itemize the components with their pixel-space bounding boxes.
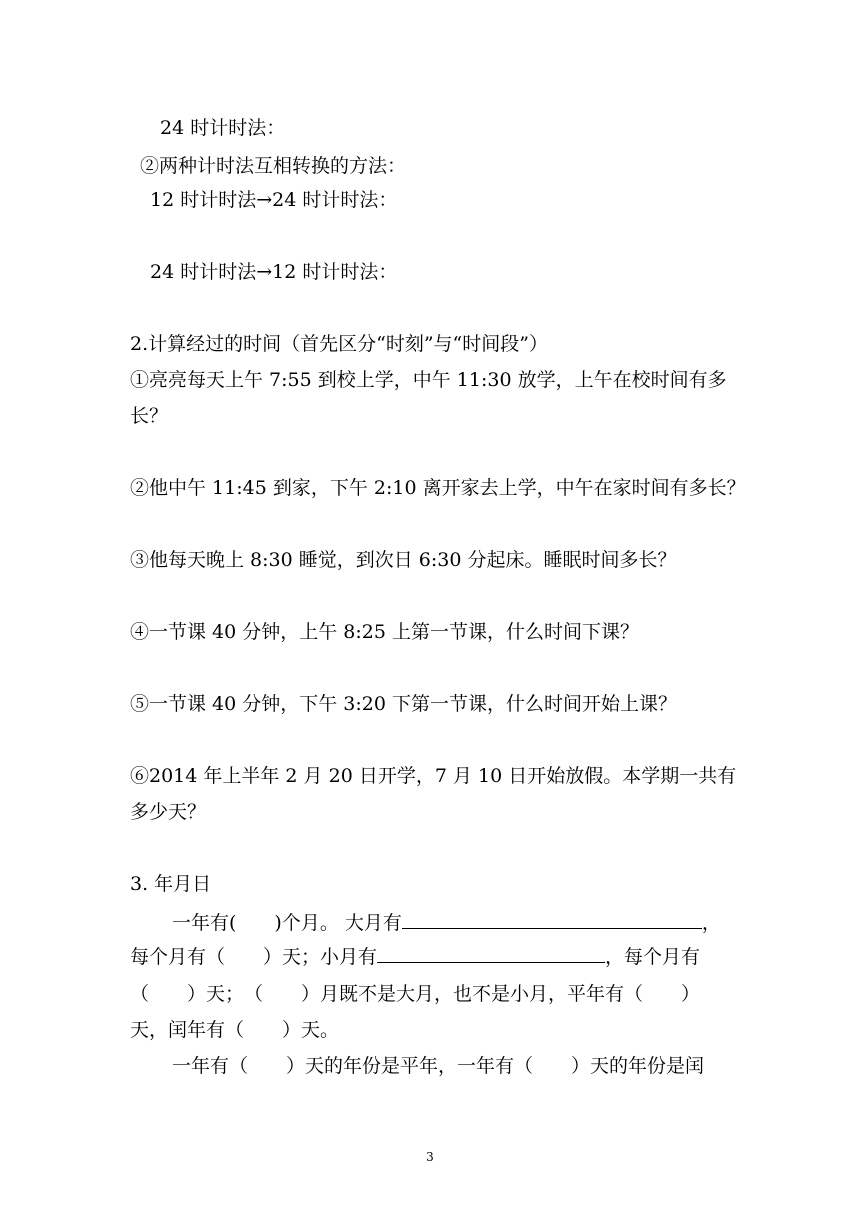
big-months-blank[interactable] bbox=[402, 910, 702, 929]
calendar-line-4: 天，闰年有（ ）天。 bbox=[130, 1019, 340, 1041]
question-6-line1: ⑥2014 年上半年 2 月 20 日开学，7 月 10 日开始放假。本学期一共有 bbox=[130, 765, 737, 787]
question-1-line2: 长？ bbox=[130, 405, 169, 427]
page-number: 3 bbox=[426, 1150, 434, 1164]
question-2: ②他中午 11:45 到家，下午 2:10 离开家去上学，中午在家时间有多长？ bbox=[130, 477, 746, 499]
line-24-to-12: 24 时计时法→12 时计时法： bbox=[150, 261, 398, 283]
calendar-line-5: 一年有（ ）天的年份是平年，一年有（ ）天的年份是闰 bbox=[172, 1055, 705, 1077]
calendar-line-1-text: 一年有( )个月。 大月有 bbox=[172, 912, 402, 934]
section2-heading: 2.计算经过的时间（首先区分“时刻”与“时间段”） bbox=[130, 333, 548, 355]
question-4: ④一节课 40 分钟，上午 8:25 上第一节课，什么时间下课？ bbox=[130, 621, 640, 643]
calendar-line-2-text: 每个月有（ ）天；小月有 bbox=[130, 946, 378, 968]
calendar-line-1 bbox=[172, 910, 721, 935]
line-convert-heading: ②两种计时法互相转换的方法： bbox=[140, 155, 407, 177]
line-12-to-24: 12 时计时法→24 时计时法： bbox=[150, 189, 398, 211]
calendar-line-1-end: ， bbox=[701, 912, 721, 934]
question-6-line2: 多少天？ bbox=[130, 801, 207, 823]
small-months-blank[interactable] bbox=[377, 944, 605, 963]
question-5: ⑤一节课 40 分钟，下午 3:20 下第一节课，什么时间开始上课？ bbox=[130, 693, 678, 715]
calendar-line-2-end: ，每个月有 bbox=[605, 946, 701, 968]
calendar-line-2 bbox=[130, 944, 700, 969]
question-1-line1: ①亮亮每天上午 7:55 到校上学，中午 11:30 放学，上午在校时间有多 bbox=[130, 369, 727, 391]
question-3: ③他每天晚上 8:30 睡觉，到次日 6:30 分起床。睡眠时间多长？ bbox=[130, 549, 677, 571]
section3-heading: 3. 年月日 bbox=[130, 873, 212, 895]
line-24h-method: 24 时计时法： bbox=[160, 117, 286, 139]
calendar-line-3: （ ）天； （ ）月既不是大月，也不是小月，平年有（ ） bbox=[130, 983, 701, 1005]
